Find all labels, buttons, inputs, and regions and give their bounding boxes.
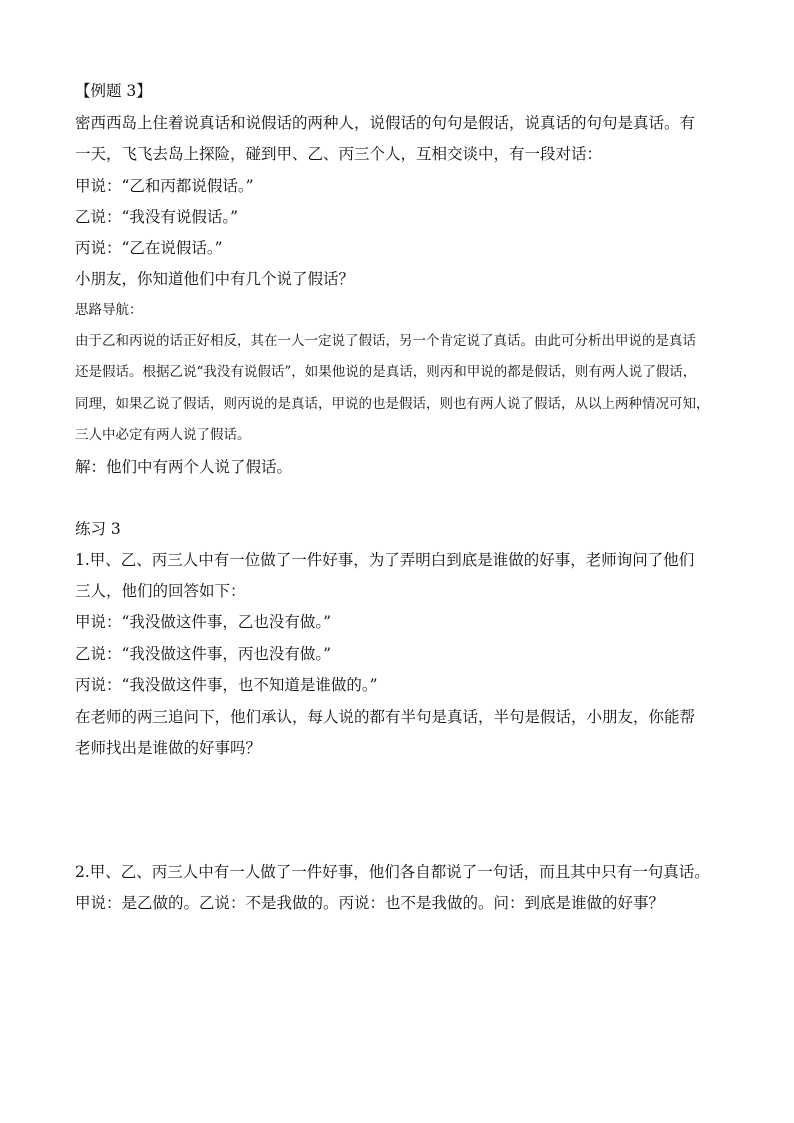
guide-label: 思路导航： <box>75 302 143 318</box>
practice-1-line-3: 在老师的两三追问下，他们承认，每人说的都有半句是真话，半句是假话，小朋友，你能帮 <box>75 708 696 726</box>
practice-2-line-1: 2.甲、乙、丙三人中有一人做了一件好事，他们各自都说了一句话，而且其中只有一句真话。 <box>75 863 710 881</box>
example-answer: 解：他们中有两个人说了假话。 <box>75 458 293 476</box>
statement-yi: 乙说：“我没有说假话。” <box>75 208 239 226</box>
practice-1-line-4: 老师找出是谁做的好事吗？ <box>75 739 262 757</box>
practice-1-statement-yi: 乙说：“我没做这件事，丙也没有做。” <box>75 645 332 663</box>
example-question: 小朋友，你知道他们中有几个说了假话？ <box>75 270 355 288</box>
guide-line-2: 还是假话。根据乙说“我没有说假话”，如果他说的是真话，则丙和甲说的都是假话，则有两人说了假话， <box>75 364 697 380</box>
practice-1-statement-bing: 丙说：“我没做这件事，也不知道是谁做的。” <box>75 676 378 694</box>
practice-1-statement-jia: 甲说：“我没做这件事，乙也没有做。” <box>75 613 332 631</box>
practice-1-line-1: 1.甲、乙、丙三人中有一位做了一件好事，为了弄明白到底是谁做的好事，老师询问了他们 <box>75 551 695 569</box>
guide-line-3: 同理，如果乙说了假话，则丙说的是真话，甲说的也是假话，则也有两人说了假话，从以上两种情况可知， <box>75 396 710 412</box>
guide-line-4: 三人中必定有两人说了假话。 <box>75 427 251 443</box>
practice-2-line-2: 甲说：是乙做的。乙说：不是我做的。丙说：也不是我做的。问：到底是谁做的好事？ <box>75 894 665 912</box>
example-intro-line-2: 一天，飞飞去岛上探险，碰到甲、乙、丙三个人，互相交谈中，有一段对话： <box>75 145 603 163</box>
statement-jia: 甲说：“乙和丙都说假话。” <box>75 177 254 195</box>
statement-bing: 丙说：“乙在说假话。” <box>75 239 223 257</box>
example-intro-line-1: 密西西岛上住着说真话和说假话的两种人，说假话的句句是假话，说真话的句句是真话。有 <box>75 114 696 132</box>
practice-1-line-2: 三人，他们的回答如下： <box>75 582 246 600</box>
guide-line-1: 由于乙和丙说的话正好相反，其在一人一定说了假话，另一个肯定说了真话。由此可分析出甲说的是真话 <box>75 333 696 349</box>
example-title: 【例题 3】 <box>75 82 152 100</box>
practice-title: 练习 3 <box>75 520 121 538</box>
